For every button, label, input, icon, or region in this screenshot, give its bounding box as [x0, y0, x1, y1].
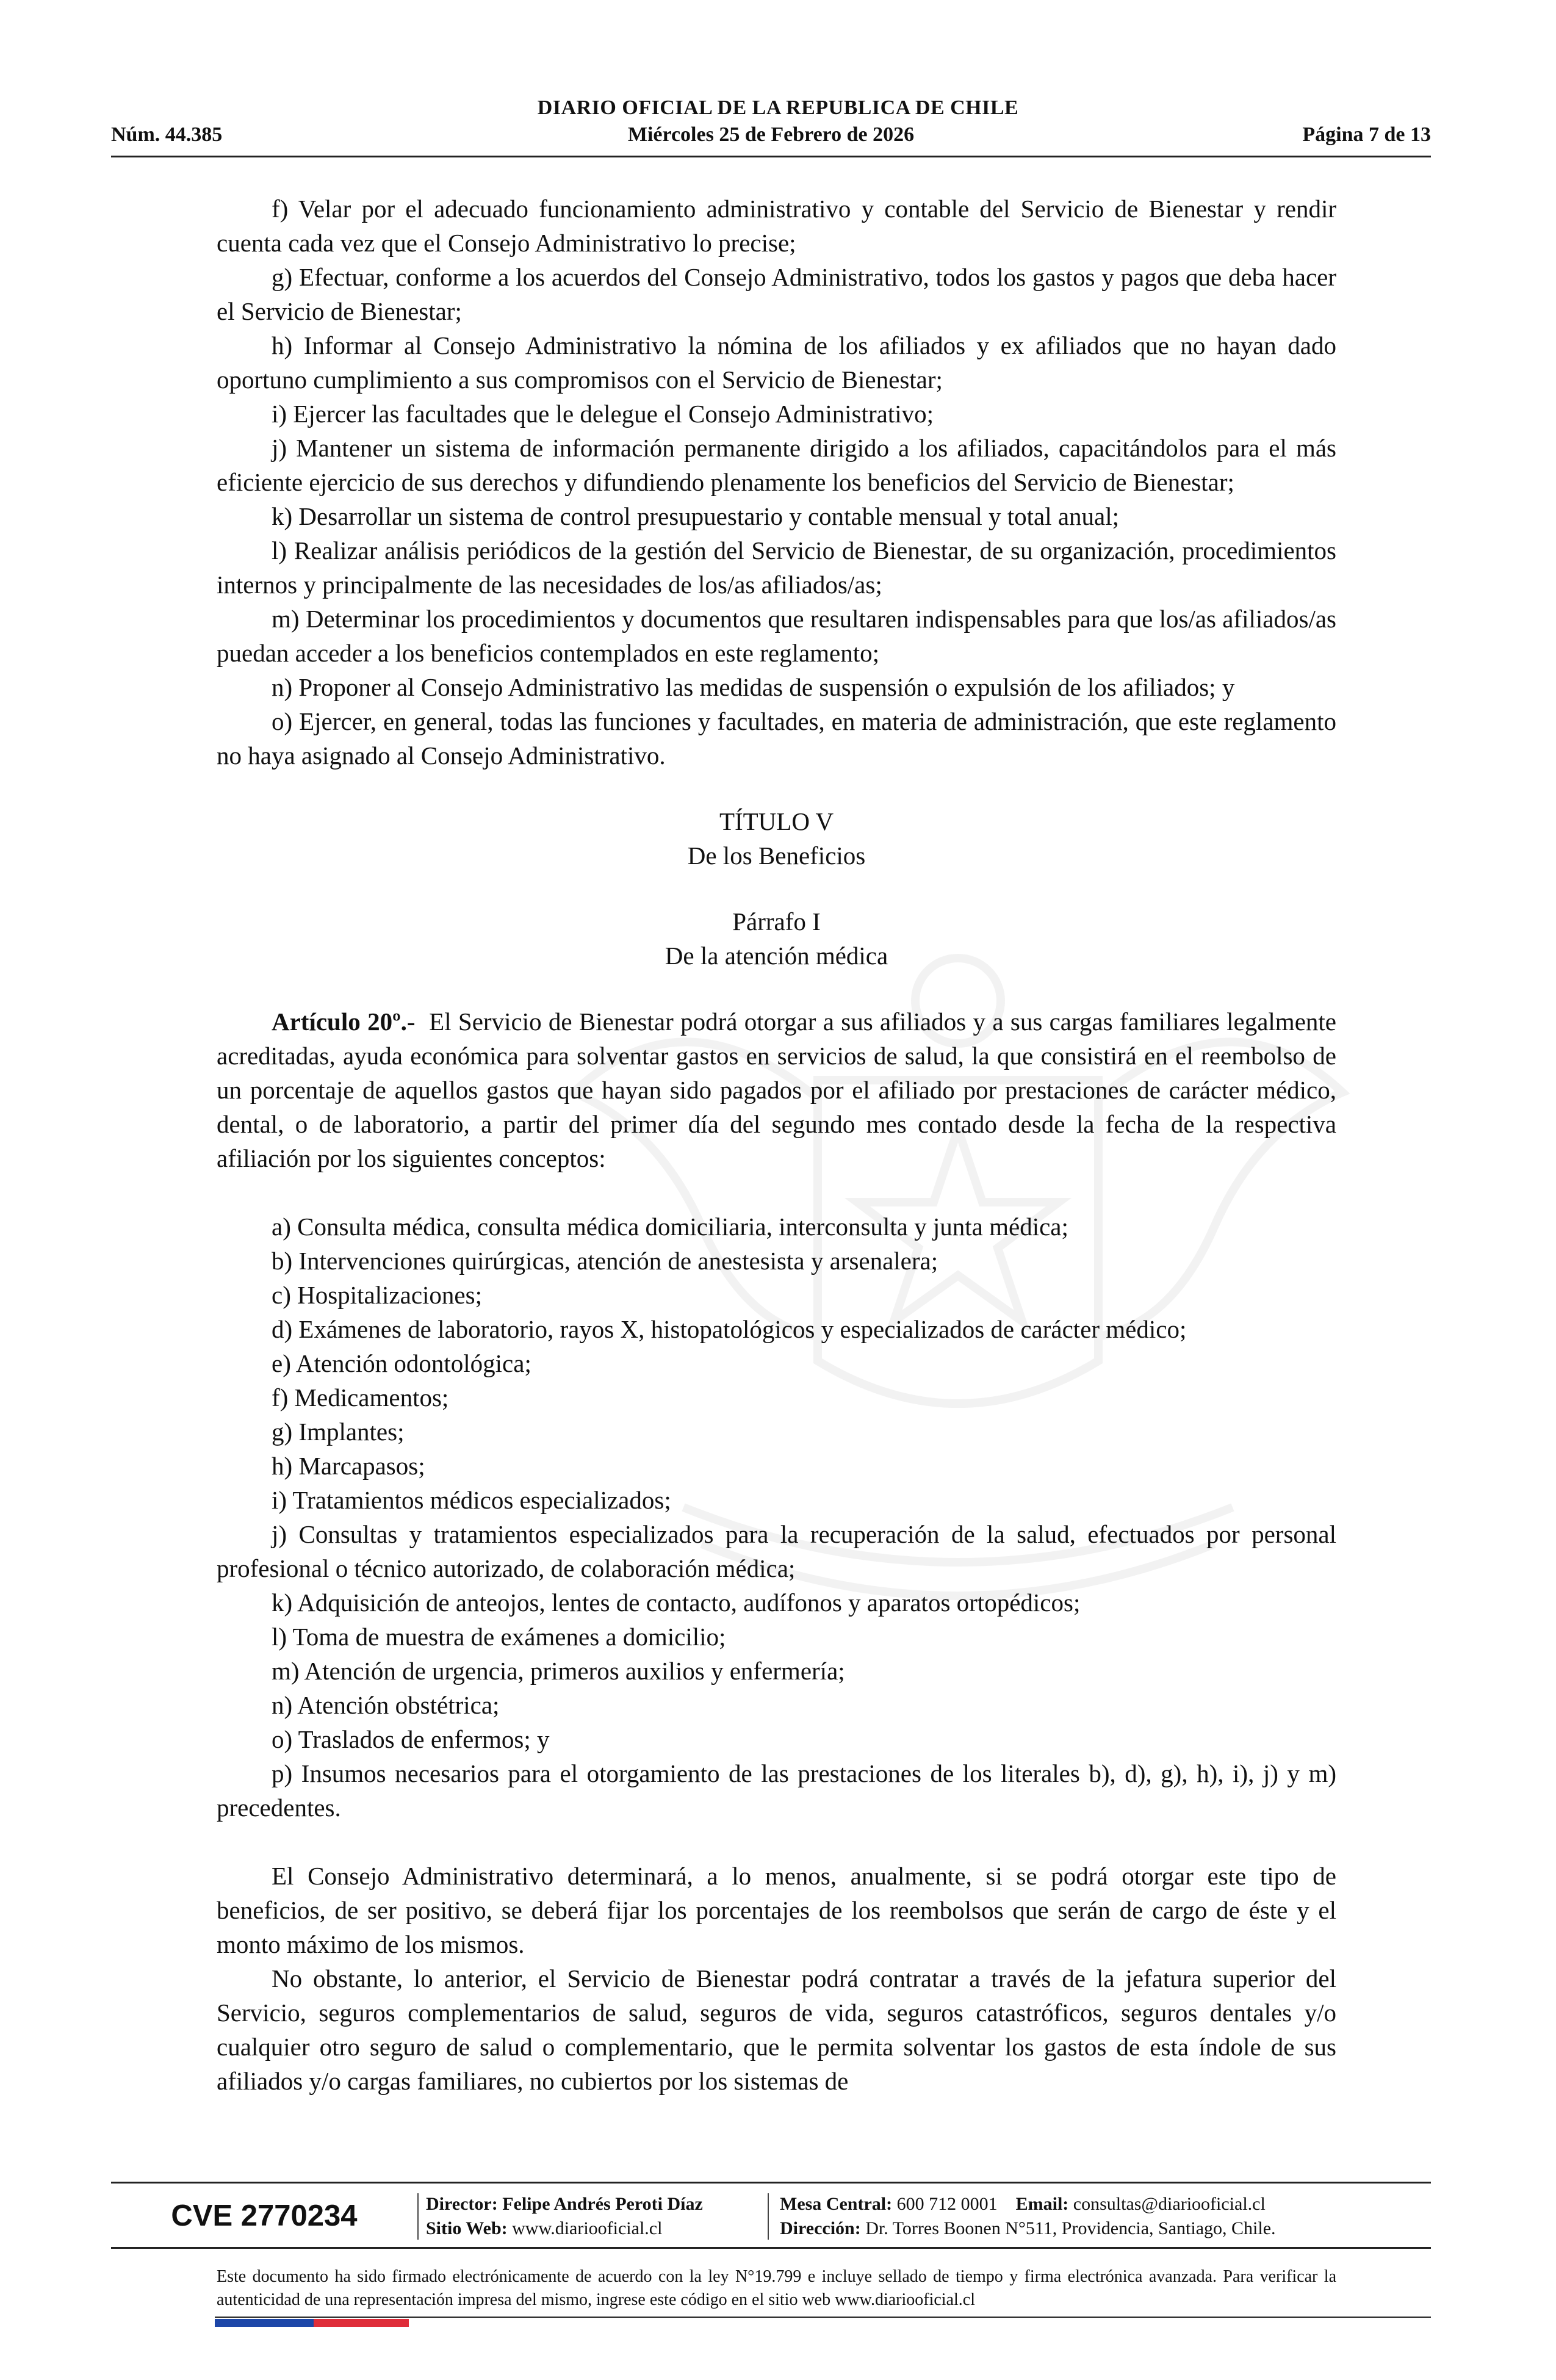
header-row	[111, 123, 1431, 150]
intro-item: n) Proponer al Consejo Administrativo las medidas de suspensión o expulsión de los afiliados; y	[272, 673, 1235, 701]
title-subheading: De los Beneficios	[687, 842, 866, 870]
intro-item: k) Desarrollar un sistema de control presupuestario y contable mensual y total anual;	[272, 502, 1120, 530]
document-body	[217, 192, 1336, 2098]
article-paragraph	[217, 1004, 1336, 1175]
address-text: Dr. Torres Boonen N°511, Providencia, Santiago, Chile.	[865, 2218, 1276, 2238]
closing-paragraph: El Consejo Administrativo determinará, a lo menos, anualmente, si se podrá otorgar este tipo de beneficios, de ser positivo, se deberá fijar los porcentajes de los reembolsos que serán de cargo de éste y el monto máximo de los mismos.	[217, 1862, 1336, 1958]
article-text: El Servicio de Bienestar podrá otorgar a sus afiliados y a sus cargas familiares legalmente acreditadas, ayuda económica para solventar gastos en servicios de salud, la que consistirá en el reembolso de un porcentaje de aquellos gastos que hayan sido pagados por el afiliado por prestaciones de carácter médico, dental, o de laboratorio, a partir del primer día del segundo mes contado desde la fecha de la respectiva afiliación por los siguientes conceptos:	[217, 1008, 1336, 1172]
closing-paragraph: No obstante, lo anterior, el Servicio de Bienestar podrá contratar a través de la jefatura superior del Servicio, seguros complementarios de salud, seguros de vida, seguros catastróficos, seguros dentales y/o cualquier otro seguro de salud o complementario, que le permita solventar los gastos de esta índole de sus afiliados y/o cargas familiares, no cubiertos por los sistemas de	[217, 1964, 1336, 2095]
intro-item: o) Ejercer, en general, todas las funciones y facultades, en materia de administración, que este reglamento no haya asignado al Consejo Administrativo.	[217, 707, 1336, 770]
concept-item: b) Intervenciones quirúrgicas, atención de anestesista y arsenalera;	[272, 1247, 938, 1275]
website-label: Sitio Web:	[426, 2218, 508, 2238]
footer-divider-bottom	[215, 2317, 1431, 2318]
footer-contact-block	[780, 2192, 1276, 2241]
paragraph-subheading: De la atención médica	[665, 942, 888, 970]
flag-stripe-red	[314, 2319, 409, 2327]
article-title: Artículo 20º.-	[272, 1008, 416, 1036]
intro-item: f) Velar por el adecuado funcionamiento administrativo y contable del Servicio de Bienestar y rendir cuenta cada vez que el Consejo Administrativo lo precise;	[217, 195, 1336, 257]
publication-title: DIARIO OFICIAL DE LA REPUBLICA DE CHILE	[537, 96, 1019, 119]
address-label: Dirección:	[780, 2218, 861, 2238]
concept-item: o) Traslados de enfermos; y	[272, 1725, 550, 1753]
email-label: Email:	[1015, 2194, 1069, 2214]
footer-separator	[417, 2193, 419, 2240]
concept-item: d) Exámenes de laboratorio, rayos X, histopatológicos y especializados de carácter médico;	[272, 1315, 1187, 1343]
intro-item: m) Determinar los procedimientos y documentos que resultaren indispensables para que los/as afiliados/as puedan acceder a los beneficios contemplados en este reglamento;	[217, 605, 1336, 667]
director-name: Felipe Andrés Peroti Díaz	[502, 2194, 703, 2214]
cve-code: CVE 2770234	[171, 2199, 358, 2232]
concept-item: g) Implantes;	[272, 1418, 405, 1446]
phone-number: 600 712 0001	[896, 2194, 998, 2214]
title-heading: TÍTULO V	[719, 807, 834, 835]
intro-item: j) Mantener un sistema de información permanente dirigido a los afiliados, capacitándolos para el más eficiente ejercicio de sus derechos y difundiendo plenamente los beneficios del Servicio de Bienestar;	[217, 434, 1336, 496]
intro-item: g) Efectuar, conforme a los acuerdos del Consejo Administrativo, todos los gastos y pagos que deba hacer el Servicio de Bienestar;	[217, 263, 1336, 325]
issue-date: Miércoles 25 de Febrero de 2026	[627, 123, 915, 146]
footer-divider-top	[111, 2182, 1431, 2183]
page-number: Página 7 de 13	[1302, 123, 1431, 146]
concept-item: a) Consulta médica, consulta médica domiciliaria, interconsulta y junta médica;	[272, 1213, 1068, 1241]
concept-item: j) Consultas y tratamientos especializados para la recuperación de la salud, efectuados por personal profesional o técnico autorizado, de colaboración médica;	[217, 1520, 1336, 1582]
flag-stripe-blue	[215, 2319, 314, 2327]
concept-item: n) Atención obstétrica;	[272, 1691, 500, 1719]
director-label: Director:	[426, 2194, 498, 2214]
concept-item: e) Atención odontológica;	[272, 1349, 531, 1377]
intro-item: l) Realizar análisis periódicos de la gestión del Servicio de Bienestar, de su organización, procedimientos internos y principalmente de las necesidades de los/as afiliados/as;	[217, 536, 1336, 599]
email-link[interactable]: consultas@diariooficial.cl	[1073, 2194, 1266, 2214]
concept-item: m) Atención de urgencia, primeros auxilios y enfermería;	[272, 1657, 845, 1685]
footer-director-block	[426, 2192, 703, 2241]
concept-item: h) Marcapasos;	[272, 1452, 425, 1480]
legal-notice: Este documento ha sido firmado electrónicamente de acuerdo con la ley N°19.799 e incluye sellado de tiempo y firma electrónica avanzada. Para verificar la autenticidad de una representación impresa del mismo, ingrese este código en el sitio web www.diariooficial.cl	[217, 2267, 1336, 2309]
footer-divider-middle	[111, 2247, 1431, 2249]
header-divider	[111, 156, 1431, 157]
paragraph-heading: Párrafo I	[732, 907, 821, 936]
website-link[interactable]: www.diariooficial.cl	[512, 2218, 663, 2238]
concept-item: f) Medicamentos;	[272, 1383, 449, 1412]
intro-item: i) Ejercer las facultades que le delegue el Consejo Administrativo;	[272, 400, 934, 428]
phone-label: Mesa Central:	[780, 2194, 893, 2214]
concept-item: k) Adquisición de anteojos, lentes de contacto, audífonos y aparatos ortopédicos;	[272, 1588, 1081, 1617]
concept-item: i) Tratamientos médicos especializados;	[272, 1486, 671, 1514]
intro-item: h) Informar al Consejo Administrativo la nómina de los afiliados y ex afiliados que no hayan dado oportuno cumplimiento a sus compromisos con el Servicio de Bienestar;	[217, 331, 1336, 394]
footer-separator	[768, 2193, 769, 2240]
concept-item: c) Hospitalizaciones;	[272, 1281, 482, 1309]
concept-item: l) Toma de muestra de exámenes a domicilio;	[272, 1623, 726, 1651]
issue-number: Núm. 44.385	[111, 123, 223, 146]
concept-item: p) Insumos necesarios para el otorgamiento de las prestaciones de los literales b), d), g), h), i), j) y m) precedentes.	[217, 1759, 1336, 1822]
